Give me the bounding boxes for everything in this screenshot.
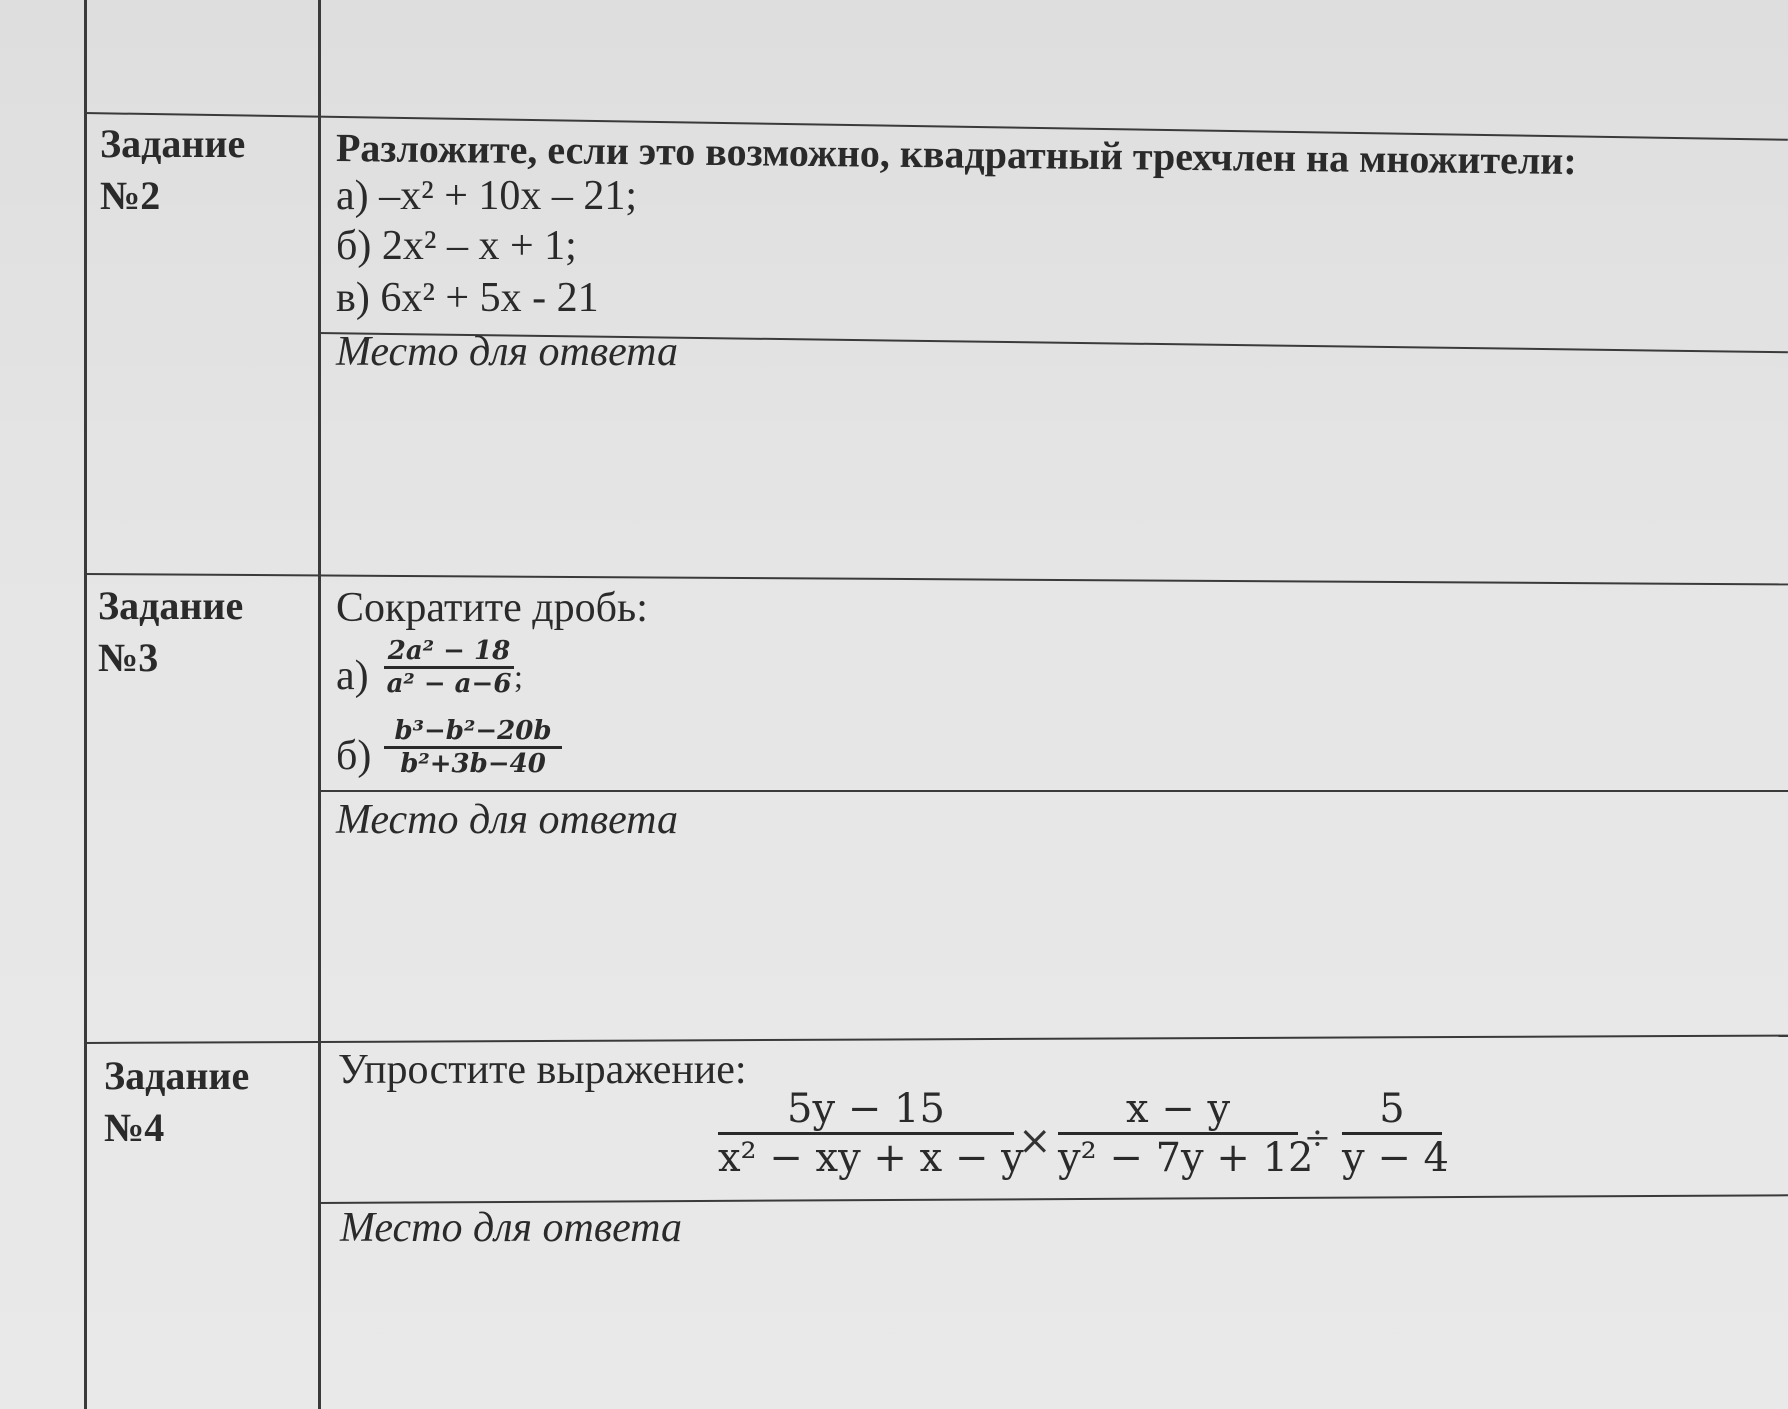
fraction-denominator: x² − xy + x − y [718, 1135, 1024, 1181]
task-2-prompt: Разложите, если это возможно, квадратный трехчлен на множители: [335, 125, 1577, 183]
fraction-numerator: x − y [1125, 1086, 1231, 1132]
answer-divider-task4 [318, 1194, 1788, 1204]
table-left-border [84, 0, 87, 1409]
task-3-answer-label: Место для ответа [336, 797, 679, 843]
task-4-fraction-2 [1058, 1086, 1314, 1181]
fraction-denominator: b²+3b−40 [400, 749, 546, 779]
fraction-numerator: 5y − 15 [787, 1086, 945, 1132]
task-number: №2 [100, 173, 161, 218]
task-2-item-b [336, 222, 577, 270]
divide-operator: ÷ [1304, 1118, 1331, 1156]
task-3-prompt: Сократите дробь: [336, 585, 648, 631]
task-label-word: Задание [98, 583, 244, 628]
task-2-label [100, 118, 245, 222]
item-prefix: б) [336, 223, 372, 269]
item-expression: 2x² – x + 1; [381, 223, 577, 269]
task-3-label [98, 580, 243, 684]
task-2-item-a [336, 172, 637, 220]
task-4-answer-label: Место для ответа [340, 1205, 683, 1251]
fraction-numerator: 2a² − 18 [387, 636, 511, 666]
task-3-fraction-a [384, 636, 514, 699]
task-3-fraction-b [384, 716, 562, 779]
task-number: №3 [98, 635, 159, 680]
fraction-numerator: b³−b²−20b [394, 716, 552, 746]
task-3-item-a-prefix: а) [336, 653, 369, 699]
task-label-word: Задание [100, 121, 246, 166]
fraction-denominator: y − 4 [1342, 1135, 1449, 1181]
item-prefix: а) [336, 173, 369, 219]
fraction-denominator: a² − a−6 [386, 669, 512, 699]
task-2-answer-label: Место для ответа [336, 329, 679, 375]
answer-divider-task3 [318, 790, 1788, 792]
item-prefix: в) [336, 275, 370, 321]
task-3-item-a-suffix: ; [514, 658, 523, 694]
fraction-numerator: 5 [1379, 1086, 1405, 1132]
task-4-label [104, 1050, 249, 1154]
table-column-divider [318, 0, 321, 1409]
task-3-item-b-prefix: б) [336, 733, 372, 779]
item-expression: 6x² + 5x - 21 [380, 275, 599, 321]
task-4-fraction-3 [1342, 1086, 1449, 1181]
item-expression: –x² + 10x – 21; [379, 173, 638, 219]
task-2-item-c [336, 274, 599, 322]
fraction-denominator: y² − 7y + 12 [1058, 1135, 1314, 1181]
task-label-word: Задание [104, 1053, 250, 1098]
multiply-operator: × [1018, 1118, 1052, 1164]
row-divider-task4-top [84, 1035, 1788, 1044]
task-number: №4 [104, 1105, 165, 1150]
task-4-prompt: Упростите выражение: [338, 1047, 747, 1093]
task-4-fraction-1 [718, 1086, 1024, 1181]
